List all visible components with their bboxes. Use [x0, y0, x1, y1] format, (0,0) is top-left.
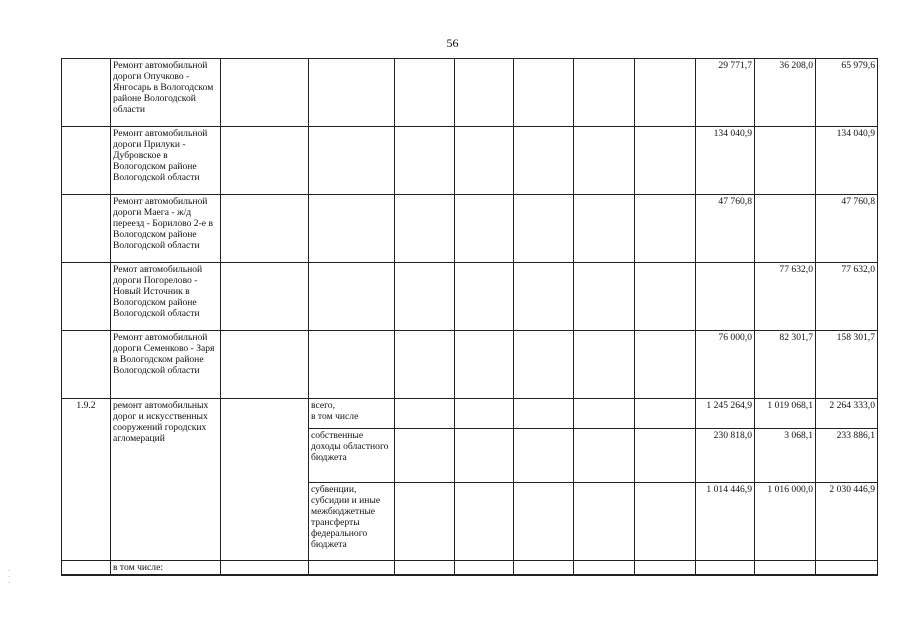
table-row: [62, 263, 878, 331]
footer-label: в том числе:: [111, 561, 221, 576]
value-cell-1: 134 040,9: [696, 127, 755, 195]
total-cell: 2 264 333,0: [816, 399, 878, 429]
value-cell-2: 1 019 068,1: [755, 399, 816, 429]
value-cell-2: 82 301,7: [755, 331, 816, 399]
total-cell: 65 979,6: [816, 59, 878, 127]
project-name: Ремонт автомобильной дороги Семенково - Заря в Вологодском районе Вологодской области: [111, 331, 221, 399]
value-cell-1: 230 818,0: [696, 429, 755, 483]
index-cell: [62, 331, 111, 399]
scan-edge-marks: · · ·: [8, 567, 11, 587]
funding-source-label: всего, в том числе: [309, 399, 395, 429]
value-cell-2: [755, 127, 816, 195]
total-cell: 47 760,8: [816, 195, 878, 263]
value-cell-1: 47 760,8: [696, 195, 755, 263]
budget-table: [61, 58, 878, 576]
value-cell-2: 3 068,1: [755, 429, 816, 483]
value-cell-1: 1 014 446,9: [696, 483, 755, 561]
value-cell-2: 1 016 000,0: [755, 483, 816, 561]
index-cell: [62, 127, 111, 195]
total-cell: 158 301,7: [816, 331, 878, 399]
project-name: Ремот автомобильной дороги Погорелово - Новый Источник в Вологодском районе Вологодской области: [111, 263, 221, 331]
table-row: [62, 561, 878, 576]
group-name: ремонт автомобильных дорог и искусственных сооружений городских агломераций: [111, 399, 221, 561]
funding-source-label: собственные доходы областного бюджета: [309, 429, 395, 483]
value-cell-2: 77 632,0: [755, 263, 816, 331]
table-row: [62, 331, 878, 399]
index-cell: [62, 195, 111, 263]
group-index: 1.9.2: [62, 399, 111, 561]
total-cell: 134 040,9: [816, 127, 878, 195]
table-row: [62, 195, 878, 263]
index-cell: [62, 59, 111, 127]
total-cell: 77 632,0: [816, 263, 878, 331]
total-cell: 233 886,1: [816, 429, 878, 483]
total-cell: 2 030 446,9: [816, 483, 878, 561]
value-cell-1: [696, 263, 755, 331]
project-name: Ремонт автомобильной дороги Опучково - Янгосарь в Вологодском районе Вологодской области: [111, 59, 221, 127]
value-cell-1: 76 000,0: [696, 331, 755, 399]
page-number: 56: [446, 36, 459, 50]
funding-source-label: субвенции, субсидии и иные межбюджетные трансферты федерального бюджета: [309, 483, 395, 561]
value-cell-1: 29 771,7: [696, 59, 755, 127]
value-cell-2: [755, 195, 816, 263]
value-cell-2: 36 208,0: [755, 59, 816, 127]
table-row: [62, 59, 878, 127]
project-name: Ремонт автомобильной дороги Маега - ж/д переезд - Борилово 2-е в Вологодском районе Вологодской области: [111, 195, 221, 263]
project-name: Ремонт автомобильной дороги Прилуки - Дубровское в Вологодском районе Вологодской области: [111, 127, 221, 195]
table-row: [62, 399, 878, 429]
table-row: [62, 127, 878, 195]
value-cell-1: 1 245 264,9: [696, 399, 755, 429]
index-cell: [62, 263, 111, 331]
